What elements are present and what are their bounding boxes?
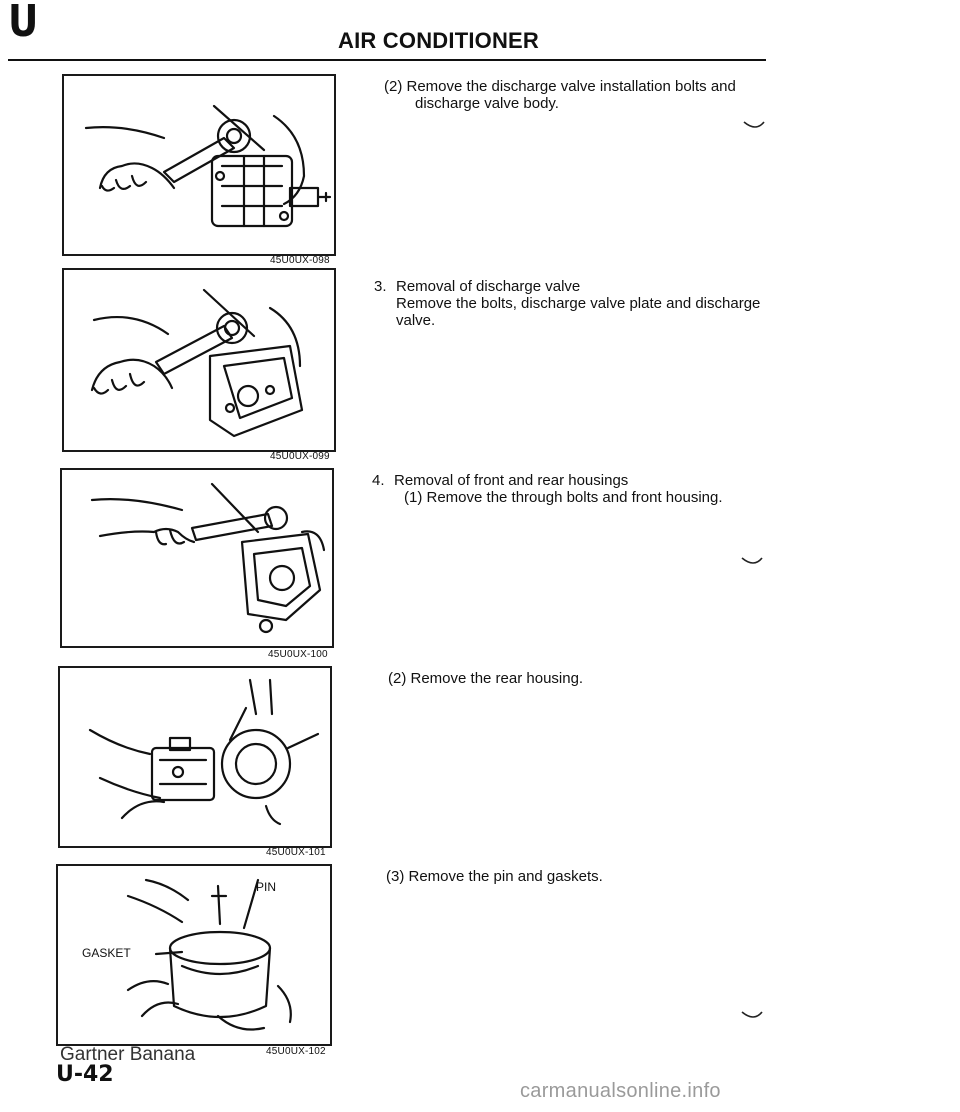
step-pin-gaskets — [386, 868, 766, 885]
figure-3 — [60, 468, 334, 648]
step-3 — [374, 278, 774, 338]
scan-mark — [742, 120, 766, 132]
step-rear-housing — [388, 670, 768, 687]
step-subline: (1) Remove the through bolts and front housing. — [404, 489, 723, 506]
step-text: (2) Remove the rear housing. — [388, 670, 584, 687]
step-body — [396, 278, 760, 329]
figure-1-illustration — [64, 76, 334, 254]
step-line: Remove the bolts, discharge valve plate and discharge — [396, 295, 761, 312]
step-discharge-valve-body — [384, 78, 774, 112]
figure-3-code: 45U0UX-100 — [268, 649, 328, 660]
figure-5 — [56, 864, 332, 1046]
step-line: valve. — [396, 312, 436, 329]
footer-brand: Gartner Banana — [60, 1044, 196, 1065]
scan-mark — [740, 556, 764, 568]
figure-3-illustration — [62, 470, 332, 646]
figure-2 — [62, 268, 336, 452]
site-watermark: carmanualsonline.info — [520, 1080, 721, 1102]
step-body — [394, 472, 723, 506]
figure-5-code: 45U0UX-102 — [266, 1046, 326, 1057]
figure-1-code: 45U0UX-098 — [270, 255, 330, 266]
step-heading: Removal of discharge valve — [396, 278, 581, 295]
header-rule — [8, 59, 766, 61]
step-4 — [372, 472, 772, 512]
step-number: 4. — [372, 472, 385, 489]
callout-gasket: GASKET — [82, 946, 131, 960]
figure-2-illustration — [64, 270, 334, 450]
step-text: (3) Remove the pin and gaskets. — [386, 868, 603, 885]
figure-1 — [62, 74, 336, 256]
figure-4-code: 45U0UX-101 — [266, 847, 326, 858]
figure-4 — [58, 666, 332, 848]
scan-mark — [740, 1010, 764, 1022]
step-text: (2) Remove the discharge valve installation bolts and — [384, 78, 736, 95]
figure-2-code: 45U0UX-099 — [270, 451, 330, 462]
figure-4-illustration — [60, 668, 330, 846]
step-text-continued: discharge valve body. — [415, 95, 559, 112]
callout-pin: PIN — [256, 880, 277, 894]
section-letter: U — [8, 0, 39, 47]
page-title: AIR CONDITIONER — [338, 28, 539, 53]
step-number: 3. — [374, 278, 387, 295]
step-heading: Removal of front and rear housings — [394, 472, 629, 489]
page-number: U-42 — [56, 1062, 114, 1087]
